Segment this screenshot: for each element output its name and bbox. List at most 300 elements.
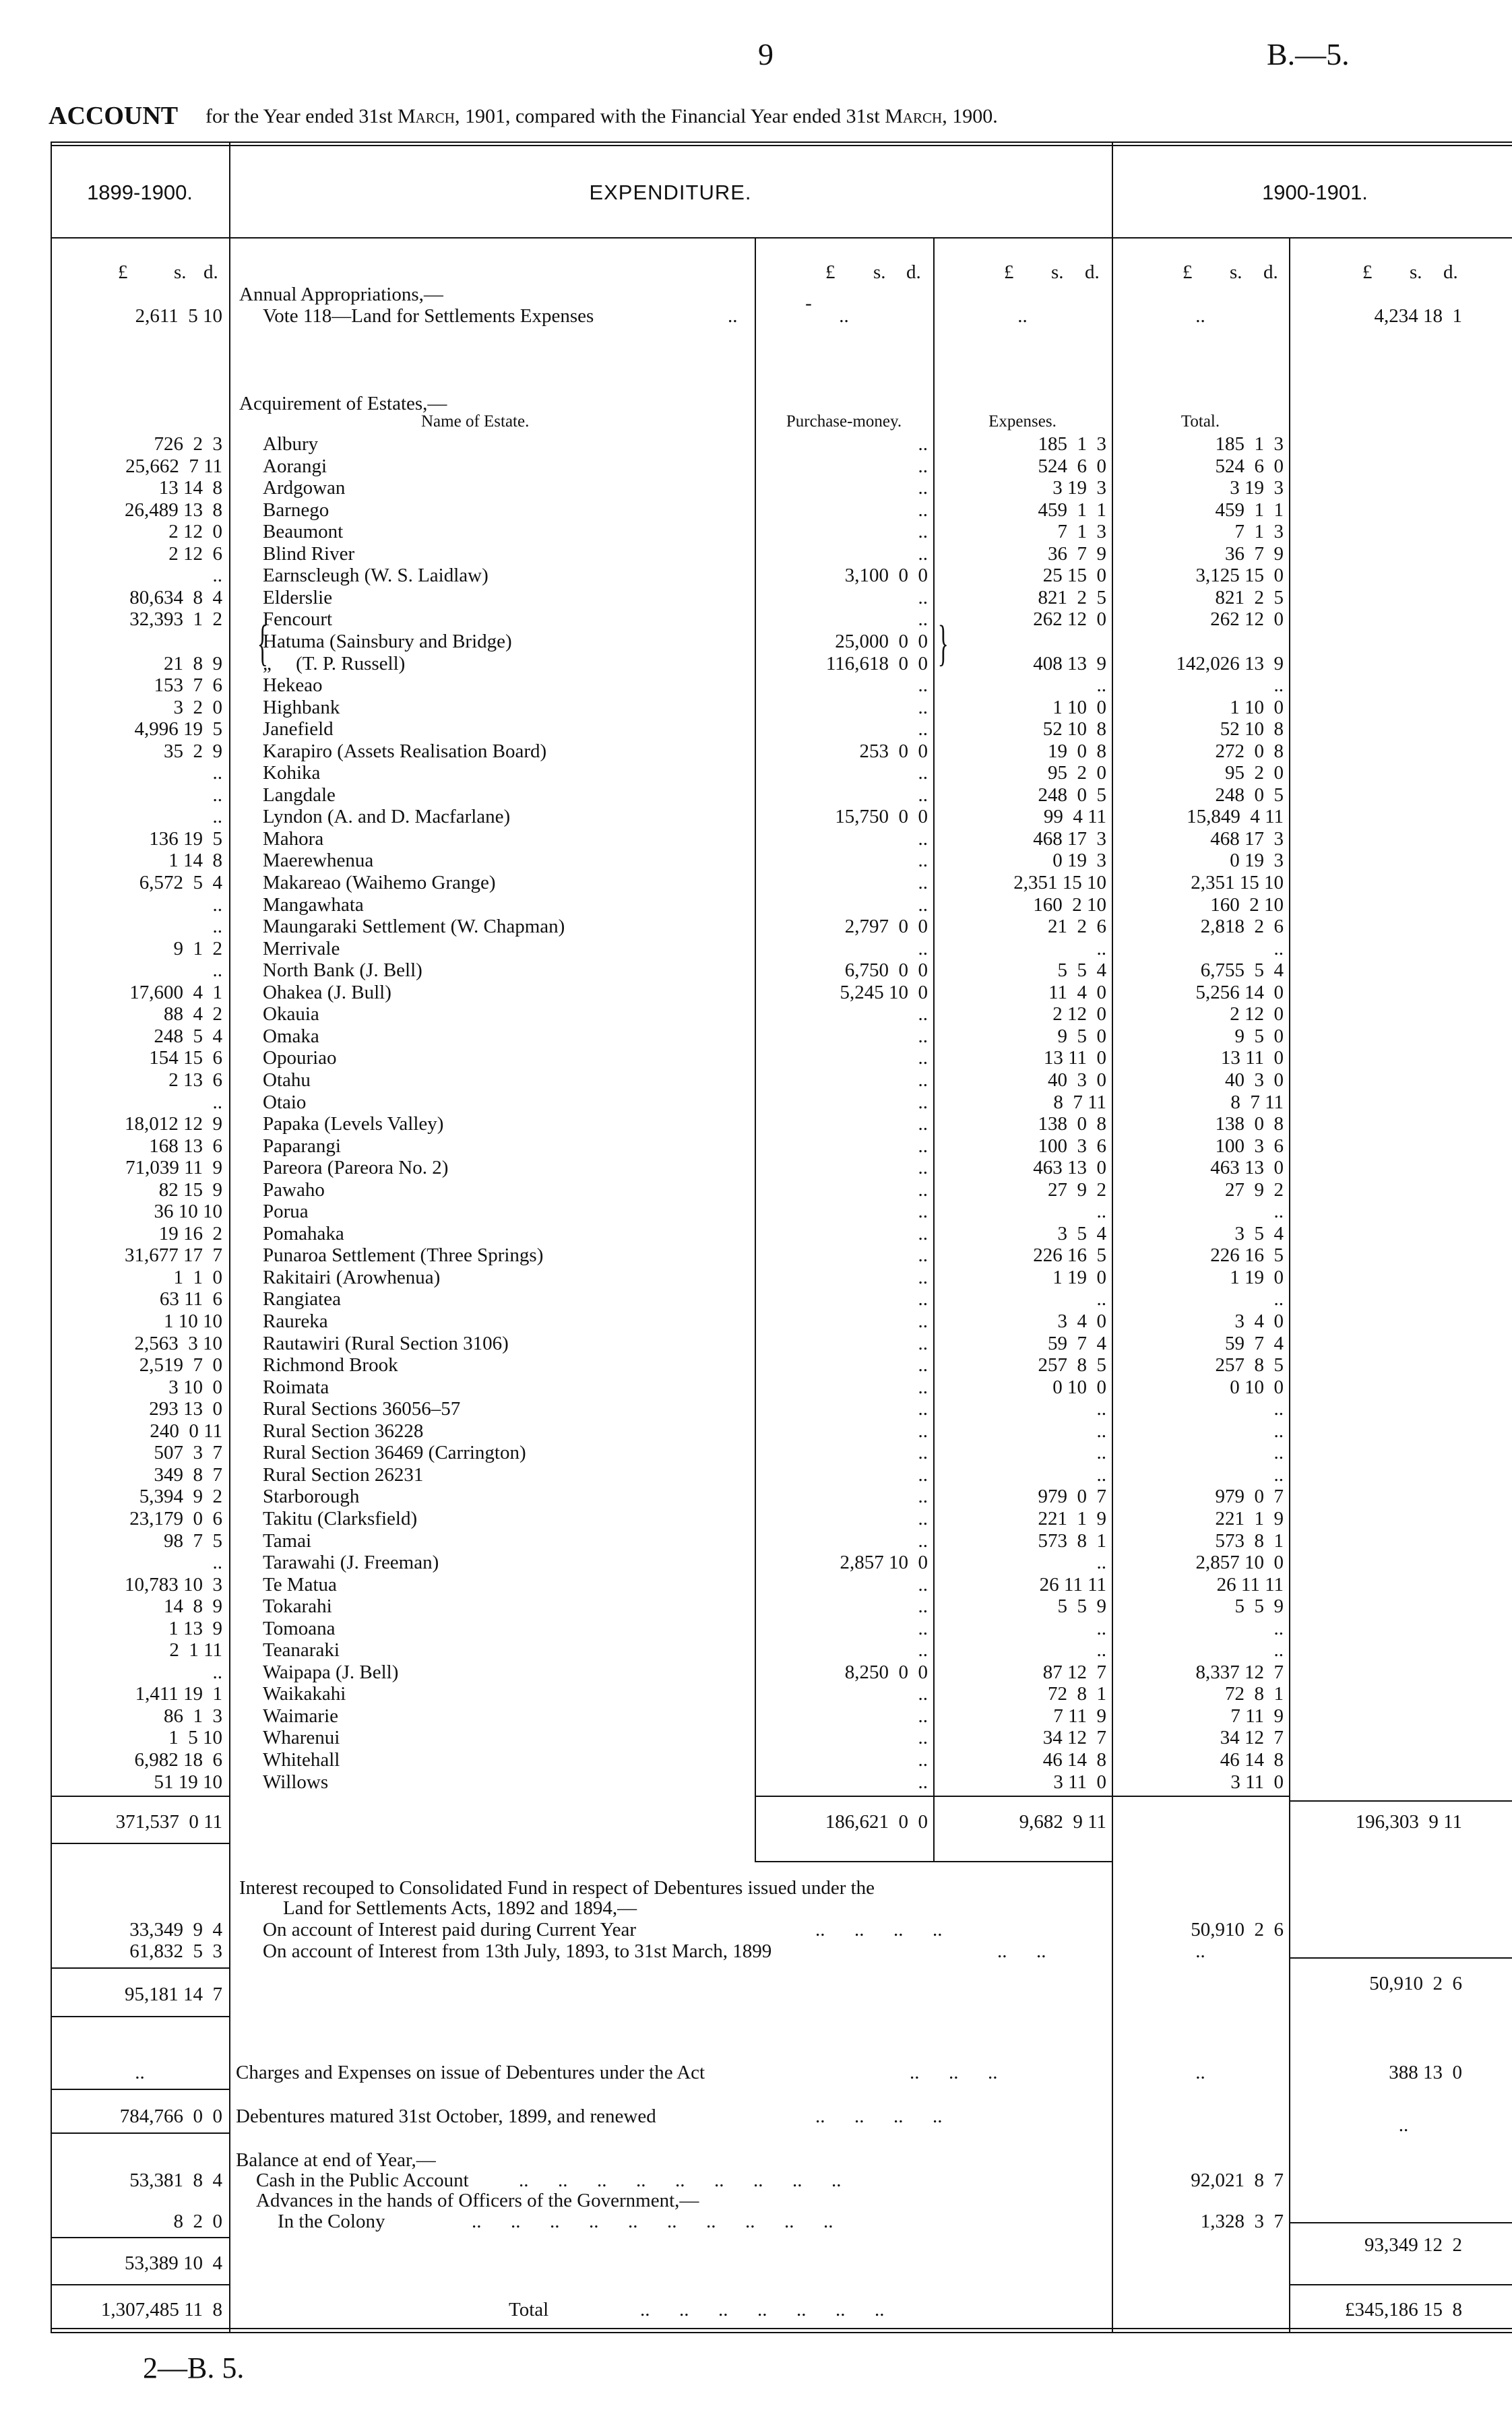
estate-purchase: 253 0 0 <box>859 740 928 762</box>
header-divider <box>51 237 1512 239</box>
estate-prev-value: 31,677 17 7 <box>125 1244 222 1266</box>
estate-total: 34 12 7 <box>1220 1727 1284 1748</box>
estate-prev-value: 168 13 6 <box>149 1135 222 1157</box>
estate-expenses: .. <box>1096 1464 1106 1486</box>
estate-prev-value: 1 1 0 <box>173 1267 222 1288</box>
estate-prev-value: .. <box>212 806 222 827</box>
pence-heading: d. <box>1085 261 1100 283</box>
charges-grand: 388 13 0 <box>1389 2062 1462 2083</box>
estate-prev-value: 23,179 0 6 <box>129 1508 222 1529</box>
estate-purchase: .. <box>918 1201 928 1222</box>
estate-purchase: .. <box>918 1618 928 1639</box>
estate-purchase: .. <box>918 1574 928 1595</box>
estate-purchase: .. <box>918 1157 928 1178</box>
estate-name: Otahu <box>263 1069 311 1091</box>
estate-purchase: .. <box>918 1639 928 1661</box>
estate-prev-value: 2 12 6 <box>168 543 222 565</box>
estate-name: Makareao (Waihemo Grange) <box>263 872 496 893</box>
estate-expenses: 9 5 0 <box>1057 1025 1106 1047</box>
estate-purchase: .. <box>918 1288 928 1310</box>
estate-expenses: 979 0 7 <box>1038 1486 1106 1507</box>
estate-total: .. <box>1273 938 1284 959</box>
estate-total: 142,026 13 9 <box>1176 653 1284 674</box>
estate-expenses: 185 1 3 <box>1038 433 1106 455</box>
estate-purchase: .. <box>918 1398 928 1420</box>
estate-name: Kohika <box>263 762 321 784</box>
estate-name: Aorangi <box>263 455 327 477</box>
estate-name: Fencourt <box>263 608 333 630</box>
estate-name: Teanaraki <box>263 1639 340 1661</box>
left-border <box>51 141 52 2332</box>
estate-name: Ohakea (J. Bull) <box>263 982 391 1003</box>
estate-expenses: 573 8 1 <box>1038 1530 1106 1552</box>
estate-total: 248 0 5 <box>1215 784 1284 806</box>
estate-expenses: 468 17 3 <box>1033 828 1106 850</box>
balance-sum-rule <box>51 2237 229 2238</box>
balance-advances-label: Advances in the hands of Officers of the Government,— <box>256 2190 699 2211</box>
estate-purchase: .. <box>918 1420 928 1442</box>
estate-prev-value: 82 15 9 <box>158 1179 222 1201</box>
pound-heading: £ <box>825 261 836 283</box>
estate-name: Mahora <box>263 828 324 850</box>
estate-total: 524 6 0 <box>1215 455 1284 477</box>
estate-expenses: .. <box>1096 1398 1106 1420</box>
pound-heading: £ <box>118 261 128 283</box>
expenses-heading: Expenses. <box>988 412 1057 431</box>
interest-line-1: On account of Interest paid during Current Year <box>263 1919 637 1940</box>
estate-prev-value: 2 1 11 <box>169 1639 222 1661</box>
hatuma-left-brace: { <box>257 616 268 671</box>
estate-purchase: .. <box>918 674 928 696</box>
estate-total: 185 1 3 <box>1215 433 1284 455</box>
estate-purchase: .. <box>918 1223 928 1244</box>
estate-prev-value: 98 7 5 <box>164 1530 222 1552</box>
estate-name: Tokarahi <box>263 1595 332 1617</box>
estate-name: North Bank (J. Bell) <box>263 959 422 981</box>
estate-prev-value: .. <box>212 784 222 806</box>
balance-cash-total: 92,021 8 7 <box>1191 2170 1284 2191</box>
estate-name: Waipapa (J. Bell) <box>263 1662 399 1683</box>
balance-cash-prev: 53,381 8 4 <box>129 2170 222 2191</box>
estate-name: Maerewhenua <box>263 850 374 871</box>
interest-grand: 50,910 2 6 <box>1369 1973 1462 1994</box>
estate-total: 1 19 0 <box>1230 1267 1284 1288</box>
estate-purchase: .. <box>918 872 928 893</box>
estate-name: Hatuma (Sainsbury and Bridge) <box>263 631 512 652</box>
estate-total-rule <box>755 1796 1112 1797</box>
estate-prev-value: 5,394 9 2 <box>139 1486 222 1507</box>
estate-prev-value: 71,039 11 9 <box>125 1157 222 1178</box>
estate-prev-value: 80,634 8 4 <box>129 587 222 608</box>
estate-name: Okauia <box>263 1003 319 1025</box>
estate-prev-value: 153 7 6 <box>154 674 222 696</box>
estate-total: 0 19 3 <box>1230 850 1284 871</box>
debentures-grand: .. <box>1398 2114 1409 2136</box>
estate-expenses: .. <box>1096 1442 1106 1463</box>
estate-purchase: .. <box>918 1354 928 1376</box>
estate-expenses: 99 4 11 <box>1043 806 1106 827</box>
estate-purchase: .. <box>918 1025 928 1047</box>
total-prev: 1,307,485 11 8 <box>100 2299 222 2320</box>
estate-name: Rural Sections 36056–57 <box>263 1398 461 1420</box>
estate-prev-value: 507 3 7 <box>154 1442 222 1463</box>
balance-heading: Balance at end of Year,— <box>236 2149 436 2171</box>
estate-total-grand: 196,303 9 11 <box>1355 1811 1462 1833</box>
estate-total: 2,818 2 6 <box>1200 916 1284 937</box>
estate-expenses: 36 7 9 <box>1048 543 1106 565</box>
estate-name: Waimarie <box>263 1705 338 1727</box>
estate-purchase: .. <box>918 1047 928 1069</box>
estate-expenses: 3 5 4 <box>1057 1223 1106 1244</box>
estate-purchase: .. <box>918 1310 928 1332</box>
name-of-estate-heading: Name of Estate. <box>421 412 530 431</box>
total-label: Total <box>509 2299 549 2320</box>
estate-total: 257 8 5 <box>1215 1354 1284 1376</box>
estate-expenses: 459 1 1 <box>1038 499 1106 521</box>
estate-purchase: .. <box>918 718 928 740</box>
estate-purchase: .. <box>918 1749 928 1771</box>
estate-name: Karapiro (Assets Realisation Board) <box>263 740 547 762</box>
estate-expenses: 226 16 5 <box>1033 1244 1106 1266</box>
estate-prev-value: 248 5 4 <box>154 1025 222 1047</box>
estate-total: 6,755 5 4 <box>1200 959 1284 981</box>
estate-expenses: 11 4 0 <box>1048 982 1106 1003</box>
estate-name: Tomoana <box>263 1618 336 1639</box>
estate-total: .. <box>1273 1288 1284 1310</box>
estate-purchase: 5,245 10 0 <box>840 982 928 1003</box>
estate-total-purchase: 186,621 0 0 <box>825 1811 928 1833</box>
estate-prev-value: 3 10 0 <box>168 1377 222 1398</box>
estate-total: 26 11 11 <box>1216 1574 1284 1595</box>
estate-prev-value: 136 19 5 <box>149 828 222 850</box>
leader-dots: .. <box>728 305 738 327</box>
estate-purchase: .. <box>918 1705 928 1727</box>
total-top-rule-prev <box>51 2284 229 2285</box>
estate-purchase: .. <box>918 1069 928 1091</box>
debentures-prev: 784,766 0 0 <box>119 2106 222 2127</box>
leader-dots: .. .. .. .. .. .. .. .. .. .. <box>472 2211 833 2232</box>
estate-total: 40 3 0 <box>1225 1069 1284 1091</box>
estate-purchase: .. <box>918 1333 928 1354</box>
balance-cash-label: Cash in the Public Account <box>256 2170 469 2191</box>
estate-total: 9 5 0 <box>1234 1025 1284 1047</box>
total-top-rule-grand <box>1289 2284 1512 2285</box>
estate-purchase: .. <box>918 1727 928 1748</box>
estate-prev-value: 3 2 0 <box>173 697 222 718</box>
title-main: ACCOUNT <box>49 102 179 130</box>
estate-prev-value: .. <box>212 959 222 981</box>
pence-heading: d. <box>203 261 218 283</box>
estate-total: 15,849 4 11 <box>1187 806 1284 827</box>
estate-purchase: .. <box>918 543 928 565</box>
estate-total: 1 10 0 <box>1230 697 1284 718</box>
estate-prev-value: 26,489 13 8 <box>125 499 222 521</box>
estate-name: Blind River <box>263 543 355 565</box>
estate-total: 459 1 1 <box>1215 499 1284 521</box>
estate-prev-value: 51 19 10 <box>154 1771 222 1793</box>
estate-name: Rangiatea <box>263 1288 341 1310</box>
estate-expenses: 408 13 9 <box>1033 653 1106 674</box>
estate-prev-value: 63 11 6 <box>159 1288 222 1310</box>
estate-expenses: 2 12 0 <box>1052 1003 1106 1025</box>
estate-expenses: 25 15 0 <box>1042 565 1106 586</box>
shilling-heading: s. <box>1051 261 1064 283</box>
estate-purchase: .. <box>918 433 928 455</box>
estate-name: Raureka <box>263 1310 328 1332</box>
estate-purchase: 6,750 0 0 <box>844 959 928 981</box>
estate-total: 52 10 8 <box>1220 718 1284 740</box>
estate-purchase: .. <box>918 762 928 784</box>
estate-prev-value: 17,600 4 1 <box>129 982 222 1003</box>
estate-total-rule-total <box>1112 1796 1289 1797</box>
interest-line-1-prev: 33,349 9 4 <box>129 1919 222 1940</box>
estate-prev-value: 21 8 9 <box>164 653 222 674</box>
estate-purchase: .. <box>918 1595 928 1617</box>
estate-name: Janefield <box>263 718 334 740</box>
estate-total: 468 17 3 <box>1210 828 1284 850</box>
estate-expenses: 248 0 5 <box>1038 784 1106 806</box>
estate-name: Waikakahi <box>263 1683 346 1705</box>
estate-purchase: .. <box>918 1267 928 1288</box>
estate-total: 262 12 0 <box>1210 608 1284 630</box>
estate-name: Mangawhata <box>263 894 364 916</box>
pence-heading: d. <box>1443 261 1458 283</box>
charges-total: .. <box>1195 2062 1205 2083</box>
hatuma-right-brace: } <box>937 616 949 671</box>
balance-grand-rule <box>1289 2222 1512 2223</box>
estate-total: 979 0 7 <box>1215 1486 1284 1507</box>
estate-prev-value: 240 0 11 <box>150 1420 222 1442</box>
shilling-heading: s. <box>174 261 187 283</box>
estate-prev-value: 35 2 9 <box>164 740 222 762</box>
estate-expenses: 5 5 9 <box>1057 1595 1106 1617</box>
estate-prev-value: 88 4 2 <box>164 1003 222 1025</box>
estate-expenses: .. <box>1096 674 1106 696</box>
estate-purchase: .. <box>918 1442 928 1463</box>
estate-prev-value: .. <box>212 894 222 916</box>
estate-total: 221 1 9 <box>1215 1508 1284 1529</box>
estate-total: 5 5 9 <box>1234 1595 1284 1617</box>
estate-total: 5,256 14 0 <box>1195 982 1284 1003</box>
estate-name: Rautawiri (Rural Section 3106) <box>263 1333 509 1354</box>
estate-purchase: .. <box>918 1113 928 1135</box>
estate-total: .. <box>1273 1201 1284 1222</box>
estate-total-prev: 371,537 0 11 <box>115 1811 222 1833</box>
estate-expenses: 95 2 0 <box>1048 762 1106 784</box>
estate-name: Paparangi <box>263 1135 341 1157</box>
header-expenditure: EXPENDITURE. <box>589 181 752 204</box>
estate-total: 36 7 9 <box>1225 543 1284 565</box>
estate-name: Pareora (Pareora No. 2) <box>263 1157 449 1178</box>
estate-prev-value: 1 10 10 <box>164 1310 222 1332</box>
estate-total: .. <box>1273 1398 1284 1420</box>
estate-name: Willows <box>263 1771 329 1793</box>
estate-expenses: 160 2 10 <box>1033 894 1106 916</box>
estate-purchase: .. <box>918 697 928 718</box>
estate-name: Maungaraki Settlement (W. Chapman) <box>263 916 565 937</box>
estate-total: 272 0 8 <box>1215 740 1284 762</box>
estate-purchase: .. <box>918 1464 928 1486</box>
estate-expenses: 221 1 9 <box>1038 1508 1106 1529</box>
estate-total: .. <box>1273 1442 1284 1463</box>
estate-expenses: .. <box>1096 1420 1106 1442</box>
leader-dots: .. .. .. .. <box>815 1919 943 1940</box>
estate-prev-value: 1 5 10 <box>168 1727 222 1748</box>
balance-colony-prev: 8 2 0 <box>173 2211 222 2232</box>
estate-expenses: 72 8 1 <box>1048 1683 1106 1705</box>
estate-purchase: 2,797 0 0 <box>844 916 928 937</box>
estate-expenses: .. <box>1096 1201 1106 1222</box>
annual-vote-label: Vote 118—Land for Settlements Expenses <box>263 305 594 327</box>
estate-total: 2,857 10 0 <box>1195 1552 1284 1573</box>
pound-heading: £ <box>1004 261 1014 283</box>
estate-expenses: 0 10 0 <box>1052 1377 1106 1398</box>
estate-name: Albury <box>263 433 319 455</box>
estate-expenses: 7 11 9 <box>1053 1705 1106 1727</box>
estate-expenses: 46 14 8 <box>1042 1749 1106 1771</box>
estate-expenses: 8 7 11 <box>1053 1092 1106 1113</box>
estate-purchase: .. <box>918 1179 928 1201</box>
header-year-1899: 1899-1900. <box>87 181 193 204</box>
interest-sum-rule <box>51 1967 229 1969</box>
estate-expenses: 1 19 0 <box>1052 1267 1106 1288</box>
debentures-bottom-rule <box>51 2132 229 2134</box>
estate-prev-value: 2 13 6 <box>168 1069 222 1091</box>
table-bottom-border <box>51 2328 1512 2329</box>
estate-total: 573 8 1 <box>1215 1530 1284 1552</box>
leader-dots: .. .. .. .. .. .. .. .. .. <box>519 2170 842 2191</box>
estate-prev-value: 25,662 7 11 <box>125 455 222 477</box>
estate-total: 8 7 11 <box>1230 1092 1284 1113</box>
balance-colony-total: 1,328 3 7 <box>1200 2211 1284 2232</box>
estate-expenses: 40 3 0 <box>1048 1069 1106 1091</box>
estate-expenses: 7 1 3 <box>1057 521 1106 542</box>
annual-purchase-dots: .. <box>839 305 849 327</box>
total-heading: Total. <box>1180 412 1220 431</box>
estate-total: 46 14 8 <box>1220 1749 1284 1771</box>
estate-prev-value: 14 8 9 <box>164 1595 222 1617</box>
estate-purchase: .. <box>918 828 928 850</box>
estate-name: Omaka <box>263 1025 319 1047</box>
estate-purchase: .. <box>918 455 928 477</box>
estate-prev-value: 293 13 0 <box>149 1398 222 1420</box>
interest-heading-2: Land for Settlements Acts, 1892 and 1894,— <box>283 1897 637 1919</box>
estate-total: 3,125 15 0 <box>1195 565 1284 586</box>
estate-name: Langdale <box>263 784 336 806</box>
estate-purchase: .. <box>918 1771 928 1793</box>
estate-expenses: 87 12 7 <box>1042 1662 1106 1683</box>
estate-name: Lyndon (A. and D. Macfarlane) <box>263 806 511 827</box>
annual-expenses: .. <box>1017 305 1028 327</box>
estate-prev-value: 2,563 3 10 <box>134 1333 222 1354</box>
estate-expenses: 2,351 15 10 <box>1013 872 1106 893</box>
estate-prev-value: 4,996 19 5 <box>134 718 222 740</box>
estate-name: Pawaho <box>263 1179 325 1201</box>
estate-name: Pomahaka <box>263 1223 344 1244</box>
estate-prev-value: .. <box>212 565 222 586</box>
estate-name: Whitehall <box>263 1749 340 1771</box>
estate-name: Highbank <box>263 697 340 718</box>
estate-total: 3 19 3 <box>1230 477 1284 499</box>
debentures-label: Debentures matured 31st October, 1899, and renewed <box>236 2106 656 2127</box>
shilling-heading: s. <box>1410 261 1422 283</box>
estate-prev-value: 32,393 1 2 <box>129 608 222 630</box>
estate-name: „ (T. P. Russell) <box>263 653 406 674</box>
estate-purchase: 116,618 0 0 <box>825 653 928 674</box>
pound-heading: £ <box>1362 261 1373 283</box>
estate-total: 95 2 0 <box>1225 762 1284 784</box>
estate-total: 3 4 0 <box>1234 1310 1284 1332</box>
estate-name: Rural Section 36228 <box>263 1420 424 1442</box>
estate-purchase: .. <box>918 938 928 959</box>
estate-expenses: 524 6 0 <box>1038 455 1106 477</box>
interest-sum-bottom-rule <box>51 2016 229 2017</box>
estate-name: Ardgowan <box>263 477 346 499</box>
divider-grand-column <box>1289 237 1290 2332</box>
estate-purchase: 25,000 0 0 <box>835 631 928 652</box>
estate-expenses: 463 13 0 <box>1033 1157 1106 1178</box>
estate-expenses: 0 19 3 <box>1052 850 1106 871</box>
estate-prev-value: .. <box>212 1662 222 1683</box>
estate-total: 13 11 0 <box>1220 1047 1284 1069</box>
estate-expenses: 821 2 5 <box>1038 587 1106 608</box>
estate-total: 27 9 2 <box>1225 1179 1284 1201</box>
estate-total: 160 2 10 <box>1210 894 1284 916</box>
estate-prev-value: 9 1 2 <box>173 938 222 959</box>
estate-prev-value: 13 14 8 <box>158 477 222 499</box>
estate-name: Richmond Brook <box>263 1354 398 1376</box>
estate-expenses: 26 11 11 <box>1039 1574 1106 1595</box>
estate-purchase: .. <box>918 608 928 630</box>
estate-purchase: 8,250 0 0 <box>844 1662 928 1683</box>
estate-prev-value: .. <box>212 762 222 784</box>
estate-expenses: 19 0 8 <box>1048 740 1106 762</box>
pence-heading: d. <box>906 261 921 283</box>
estate-total: 8,337 12 7 <box>1195 1662 1284 1683</box>
balance-grand: 93,349 12 2 <box>1364 2234 1462 2256</box>
leader-dots: .. .. .. .. <box>815 2106 943 2127</box>
estate-purchase: .. <box>918 1683 928 1705</box>
estate-prev-value: 154 15 6 <box>149 1047 222 1069</box>
estate-expenses: 100 3 6 <box>1038 1135 1106 1157</box>
estate-purchase: .. <box>918 1377 928 1398</box>
estate-prev-value: 1,411 19 1 <box>135 1683 222 1705</box>
estate-purchase: 2,857 10 0 <box>840 1552 928 1573</box>
shilling-heading: s. <box>873 261 886 283</box>
charges-label: Charges and Expenses on issue of Debentures under the Act <box>236 2062 705 2083</box>
interest-line-2: On account of Interest from 13th July, 1893, to 31st March, 1899 <box>263 1940 772 1962</box>
estate-purchase: .. <box>918 1486 928 1507</box>
estate-name: Hekeao <box>263 674 323 696</box>
estate-expenses: 27 9 2 <box>1048 1179 1106 1201</box>
estate-expenses: 59 7 4 <box>1048 1333 1106 1354</box>
estate-total-rule-prev <box>51 1796 229 1797</box>
debentures-top-rule <box>51 2089 229 2090</box>
estate-expenses: 1 10 0 <box>1052 697 1106 718</box>
estate-prev-value: 349 8 7 <box>154 1464 222 1486</box>
purchase-money-heading: Purchase-money. <box>786 412 902 431</box>
footer-signature: 2—B. 5. <box>143 2351 245 2384</box>
estate-expenses: .. <box>1096 938 1106 959</box>
title-text: for the Year ended 31st March, 1901, compared with the Financial Year ended 31st March, 1900. <box>206 105 998 127</box>
estate-total-bottom-rule-right <box>755 1861 1112 1862</box>
acquirement-heading: Acquirement of Estates,— <box>239 393 447 414</box>
estate-purchase: .. <box>918 1003 928 1025</box>
leader-dots: .. .. .. <box>910 2062 998 2083</box>
estate-prev-value: 86 1 3 <box>164 1705 222 1727</box>
estate-total: 59 7 4 <box>1225 1333 1284 1354</box>
leader-dots: .. .. .. .. .. .. .. <box>640 2299 885 2320</box>
